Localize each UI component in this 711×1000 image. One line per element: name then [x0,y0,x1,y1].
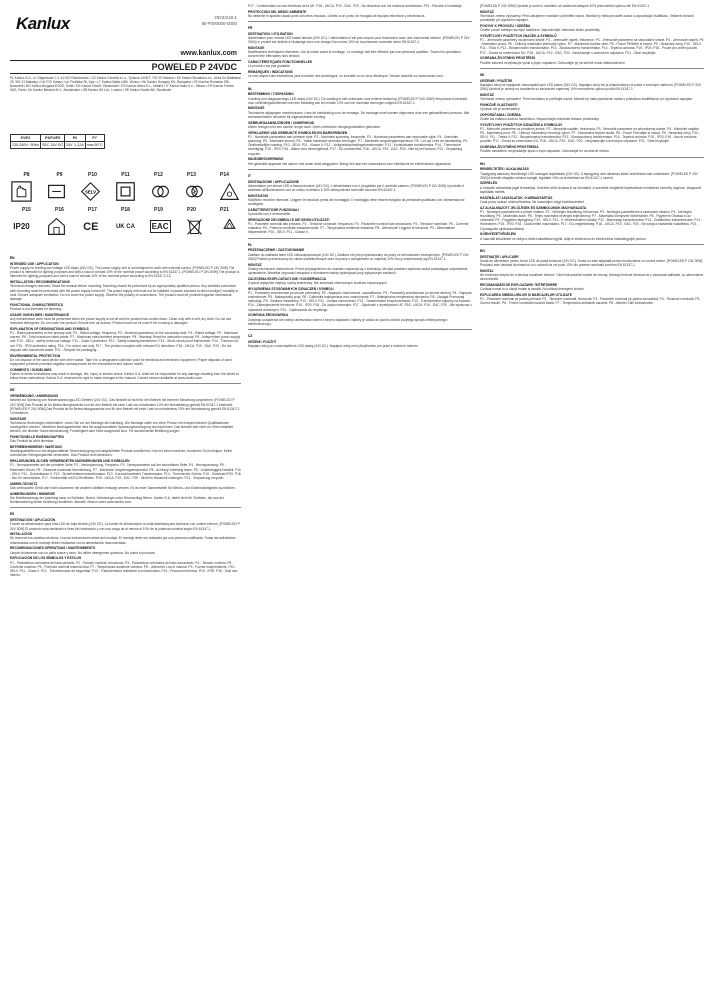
section-heading: FUNCTIONAL CHARACTERISTICS [10,302,64,307]
language-code: CZ [248,334,253,339]
language-code: DE [10,388,15,393]
language-divider [480,244,704,245]
section-paragraph: Zasilacz do zasilania taśm LED niskonapięciowych (24V DC). Zasilacz nie jest przystosowany do pracy ze sterowaniem zewnętrznym. [POWELED P 24V 30W] Produkt przeznaczony do celów oświetleniowych oraz do pracy z obciążeniem co najmniej 10% mocy znamionowej wg EN 61347-1. [248,252,469,261]
divider [10,60,241,61]
section-paragraph: Zużytego urządzenia nie należy umieszczać razem z innymi odpadami. Należy je oddać do punktu zbiórki zużytego sprzętu elektrycznego i elektronicznego. [248,317,448,326]
param-cell: max 50°C [86,143,103,147]
section-paragraph: A műszaki változtatás jogát fenntartjuk. Szerelés előtt olvassa el az útmutatót. A szerelést megfelelő képesítéssel rendelkező személy végezze, kikapcsolt tápellátás mellett. [480,185,702,194]
language-code: RO [480,248,485,253]
symbol-code: P21 [220,207,229,213]
param-cell: 24V, 1-12A [66,143,84,147]
section-paragraph: Le non-respect des instructions peut entraîner des dommages, un incendie ou un choc électrique. Version actuelle sur www.kanlux.com. [248,74,444,79]
section-heading: VERWENDUNG / ANWENDUNG [10,394,59,399]
param-cell: 230-240V~ 50Hz [12,143,40,147]
section-heading: GEBRUIKSAANWIJZINGEN / ONDERHOUD [248,120,315,125]
language-divider [480,157,704,158]
recycling-icon [218,215,241,238]
selv-label: SELV [85,189,97,195]
column-3 [480,0,704,1000]
section-heading: POKYNY K PROVOZU / ÚDRŽBA [480,23,531,28]
section-paragraph: Čistěte pouze měkkým suchým hadříkem. Nepoužívejte chemické čisticí prostředky. [480,28,601,33]
section-paragraph: P1 - Parametri nominali lato primario. P2 - Tensione nominale, frequenza. P3 - Parametri nominali lato secondario. P4 - Tensione nominale. P5 - Corrente massima. P6 - Potenza nominale massima totale. P7 - Temperatura ambiente massima. P8 - Attenzione! Leggere le istruzioni. P9 - Alimentatore indipendente. P10 - SELV. P11 - Classe II. [248,221,469,235]
symbol-code: P20 [187,207,196,213]
section-paragraph: Voeding voor laagspannings-LED-strips (24V DC). De voeding is niet ontworpen voor externe besturing. [POWELED P 24V 30W] Het product is bedoeld voor verlichtingsdoeleinden met een belasting van ten minste 10% van het nominale vermogen volgens EN 61347-1. [248,96,468,105]
column-2 [248,0,472,1000]
transformer-icon [149,180,172,203]
section-paragraph: P1 - Parámetros nominales del lado primario. P2 - Tensión nominal, frecuencia. P3 - Parámetros nominales del lado secundario. P4 - Tensión nominal. P5 - Corriente máxima. P6 - Potencia nominal máxima total. P7 - Temperatura ambiente máxima. P8 - ¡Atención! Lea el manual. P9 - Fuente independiente. P10 - SELV. P11 - Clase II. P12 - Transformador de seguridad. P13 - Transformador resistente a cortocircuitos. P14 - Protección térmica. P15 - IP20. P16 - Solo uso interior. [10,560,238,578]
section-paragraph: Curățați numai cu o cârpă moale și uscată. Nu utilizați detergenți chimici. [480,287,585,292]
eac-label: EAC [151,222,169,231]
param-header: P1/P2 [11,135,41,142]
ip20-icon [10,215,33,238]
section-heading: DESTINAZIONE / APPLICAZIONE [248,179,299,184]
section-heading: RECOMENDACIONES OPERATIVAS / MANTENIMIENTO [10,546,96,551]
section-heading: USAGE GUIDELINES / MAINTENANCE [10,312,70,317]
section-heading: SZERELÉS [480,181,498,186]
section-paragraph: Netzteil zur Speisung von Niederspannungs-LED-Streifen (24V DC). Das Netzteil ist nicht für den Betrieb mit externer Steuerung vorgesehen. [POWELED P 24V 30W] Das Produkt ist für Beleuchtungszwecke und für den Betrieb mit einer Last von mindestens 10% der Nennleistung gemäß EN 61347-1 bestimmt. [POWELED P 24V 60W] Das Produkt ist für Beleuchtungszwecke und für den Betrieb mit einer Last von mindestens 10% der Nennleistung gemäß EN 61347-2-13 bestimmt. [10,398,241,415]
param-header: P6 [65,135,86,142]
language-divider [10,507,241,508]
language-code: SK [480,72,485,77]
language-code: PL [248,242,253,247]
language-divider [480,68,704,69]
section-heading: ZALECENIA EKSPLOATACYJNE / KONSERWACJA [248,276,327,281]
section-heading: MONTAŻ [248,262,262,267]
instructions-column-1 [10,252,241,1000]
section-heading: INSTALACIÓN [10,532,32,537]
section-paragraph: Le produit n'est pas gradable. [248,64,291,69]
class-ii-icon [114,180,137,203]
power-supply-icon [45,180,68,203]
section-paragraph: Napájací zdroj na napájanie nízkonapäťových LED pásov (24V DC). Napájací zdroj nie je prispôsobený na prácu s externým riadením. [POWELED P 24V 30W] Výrobok je určený na osvetlenie so zaťažením najmenej 10% menovitého výkonu podľa EN 61347-1. [480,82,702,91]
symbol-code: P14 [220,172,229,178]
section-heading: MONTAGE [10,416,27,421]
section-heading: CARATTERISTICHE FUNZIONALI [248,207,300,212]
product-name: POWELED P 24VDC [151,62,237,72]
symbol-icons-row-2 [10,215,241,238]
language-code: HU [480,161,485,166]
symbol-code: P13 [187,172,196,178]
section-heading: OCHRANA ŽIVOTNÉHO PROSTREDIA [480,145,539,150]
section-heading: VERKLARING VAN GEBRUIKTE SYMBOLEN EN MARKERINGEN [248,130,348,135]
section-paragraph: Technische wijzigingen voorbehouden. Lees de handleiding voor de montage. De montage moet worden uitgevoerd door een gekwalificeerd persoon. Alle werkzaamheden uitvoeren bij uitgeschakelde voeding. [248,110,470,119]
section-paragraph: Čistite iba mäkkou suchou handričkou. Nepoužívajte chemické čistiace prostriedky. [480,116,600,121]
language-divider [248,21,472,22]
section-heading: DESTINAȚIE / APLICARE [480,254,519,259]
section-paragraph: Power supply for feeding low voltage LED strips (24V DC). The power supply unit is not designed to work with external control. [POWELED P 24V 30W] The product is intended for lighting purposes and with a load of at least 10% of the nominal power according to EN 61347-1. [POWELED P 24V 60W] The product is intended for lighting purposes and with a load of at least 10% of the nominal power according to EN 61347-2-13. [10,265,240,279]
section-paragraph: P1 - Nominale parameters aan primaire zijde. P2 - Nominale spanning, frequentie. P3 - Nominale parameters aan secundaire zijde. P4 - Nominale spanning. P5 - Maximale stroom. P6 - Totaal maximaal nominaal vermogen. P7 - Maximale omgevingstemperatuur. P8 - Let op! Lees de handleiding. P9 - Onafhankelijke voeding. P10 - SELV. P11 - Klasse II. P12 - Veiligheidsscheidingstransformator. P13 - Kortsluitvaste transformator. P14 - Thermische beveiliging. P15 - IP20. P16 - Alleen voor binnengebruik. P17 - EU-conformiteit. P18 - UKCA. P19 - EAC. P20 - Niet bij het huisvuil. P21 - Verpakking recyclen. [248,134,470,156]
section-heading: RECOMANDĂRI DE EXPLOATARE / ÎNTREȚINERE [480,282,558,287]
symbol-codes-row-2 [10,207,241,213]
instructions-column-3 [480,4,704,1000]
section-paragraph: P1 - Jmenovité parametry na primární straně. P2 - Jmenovité napětí, frekvence. P3 - Jmenovité parametry na sekundární straně. P4 - Jmenovité napětí. P5 - Maximální proud. P6 - Celkový maximální jmenovitý výkon. P7 - Maximální teplota okolí. P8 - Pozor! Přečtěte si návod. P9 - Nezávislý zdroj. P10 - SELV. P11 - Třída II. P12 - Bezpečnostní transformátor. P13 - Zkratuvzdorný transformátor. P14 - Tepelná ochrana. P15 - IP20. P16 - Pouze pro vnitřní použití. P17 - Shoda se směrnicemi EU. P18 - UKCA. P19 - EAC. P20 - Nevyhazujte s domovním odpadem. P21 - Obal recyklujte. [480,38,704,55]
section-paragraph: Ne rezervăm dreptul de a efectua modificări tehnice. Citiți instrucțiunile înainte de montaj. Montajul trebuie efectuat de o persoană calificată, cu alimentarea deconectată. [480,272,704,282]
symbol-icons-row-1 [10,180,241,203]
section-heading: URČENÍ / POUŽITÍ [248,339,276,344]
section-paragraph: Failure to follow instructions may result in damage, fire, injury or electric shock. Kanlux S.A. shall not be responsible for any damage resulting from the failure to follow these instructions. Kanlux S.A. reserves the right to make changes to the manual. Current version available at www.kanlux.com. [10,371,240,381]
language-code: FR [248,26,253,31]
column-1 [10,0,241,1000]
param-header: P7 [85,135,104,142]
section-paragraph: Alimentatore per strisce LED a bassa tensione (24V DC). L'alimentatore non è progettato per il controllo esterno. [POWELED P 24V 30W] Il prodotto è destinato all'illuminazione con un carico di almeno il 10% della potenza nominale secondo EN 61347-1. [248,183,465,192]
section-heading: RENDELTETÉS / ALKALMAZÁS [480,167,529,172]
ukca-mark-icon [114,215,137,238]
parameter-table [10,134,105,149]
section-heading: OCHRANA ŽIVOTNÍHO PROSTŘEDÍ [480,56,535,61]
symbol-code: P8 [23,172,30,178]
section-paragraph: P1 - Parametri nominali pe partea primară. P2 - Tensiune nominală, frecvență. P3 - Parametri nominali pe partea secundară. P4 - Tensiune nominală. P5 - Curent maxim. P6 - Putere nominală maximă totală. P7 - Temperatura ambiantă maximă. P8 - Atenție! Citiți instrucțiunile. [480,296,702,306]
language-divider [10,383,241,384]
thermal-cutout-icon [218,180,241,203]
section-paragraph: Limpie únicamente con un paño suave y seco. No utilice detergentes químicos. No cubra el producto. [10,550,156,555]
short-circuit-icon [183,180,206,203]
section-paragraph: Das verbrauchte Gerät darf nicht zusammen mit anderen Abfällen entsorgt werden. Es ist einer Sammelstelle für Elektro- und Elektronikaltgeräte zuzuführen. [10,486,236,490]
section-heading: ANMERKUNGEN / HINWEISE [10,491,55,496]
document-number-line: IB-P000000-0000 [201,20,237,26]
section-heading: UMWELTSCHUTZ [10,481,38,486]
section-paragraph: Tápegység alacsony feszültségű LED szalagok táplálására (24V DC). A tápegység nem alkalmas külső vezérléssel való működésre. [POWELED P 24V 30W] A termék világítási célokra szolgál, legalább 10%-os terheléssel az EN 61347-1 szerint. [480,171,698,180]
section-paragraph: A használt készüléket ne dobja a többi hulladékkal együtt. Adja le elektromos és elektronikus hulladékgyűjtő ponton. [480,236,647,241]
hand-warning-icon [10,180,33,203]
section-heading: INTENDED USE / APPLICATION [10,261,59,266]
address-block: PL Kanlux S.A., ul. Objazdowa 1-3, 41-922 Radzionków • CZ Kanlux Czechia s.r.o., Tyršova 1426/7, 702 00 Ostrava • SK Kanlux Slovakia s.r.o., Ulica Ku Bratislave 25, 901 01 Malacky • UA TOV Kanlux, vul. Podilska 28, Kyiv • LT Kanlux Baltic UAB, Vilnius • HU Kanlux Hungary Kft., Budapest • RO Kanlux Romania SRL, Bucuresti • BG Kanlux Bulgaria EOOD, Sofia • DE Kanlux GmbH, Düsseldorf • ES Kanlux Iberia S.L., Madrid • IT Kanlux Italia S.r.l., Milano • FR Kanlux France SAS, Paris • NL Kanlux Benelux B.V., Amsterdam • GB Kanlux UK Ltd., London • SE Kanlux Nordic AB, Stockholm [10,76,241,93]
section-paragraph: P1 - Parametry znamionowe po stronie pierwotnej. P2 - Napięcie znamionowe, częstotliwość. P3 - Parametry znamionowe po stronie wtórnej. P4 - Napięcie znamionowe. P5 - Maksymalny prąd. P6 - Całkowita maksymalna moc znamionowa. P7 - Maksymalna temperatura otoczenia. P8 - Uwaga! Przeczytaj instrukcję. P9 - Zasilacz niezależny. P10 - SELV. P11 - II klasa ochronności. P12 - Transformator bezpieczeństwa. P13 - Transformator odporny na zwarcie. P14 - Zabezpieczenie termiczne. P15 - IP20. P16 - Do użytku wewnątrz. P17 - Zgodność z dyrektywami UE. P18 - UKCA. P19 - EAC. P20 - Nie wyrzucać z odpadami domowymi. P21 - Opakowanie do recyklingu. [248,290,472,312]
language-divider [248,169,472,170]
section-heading: BESTEMMING / TOEPASSING [248,92,294,97]
section-paragraph: P1 - Névleges paraméterek a primer oldalon. P2 - Névleges feszültség, frekvencia. P3 - Névleges paraméterek a szekunder oldalon. P4 - Névleges feszültség. P5 - Maximális áram. P6 - Teljes maximális névleges teljesítmény. P7 - Maximális környezeti hőmérséklet. P8 - Figyelem! Olvassa el az útmutatót. P9 - Független tápegység. P10 - SELV. P11 - II. érintésvédelmi osztály. P12 - Biztonsági transzformátor. P13 - Zárlatbiztos transzformátor. P14 - Hővédelem. P15 - IP20. P16 - Csak beltéri használatra. P17 - EU-megfelelőség. P18 - UKCA. P19 - EAC. P20 - Ne dobja a háztartási hulladékba. P21 - Csomagolás újrahasznosítása. [480,209,703,231]
section-heading: FUNKTIONELLE EIGENSCHAFTEN [10,435,64,440]
section-paragraph: P1 - Menovité parametre na primárnej strane. P2 - Menovité napätie, frekvencia. P3 - Menovité parametre na sekundárnej strane. P4 - Menovité napätie. P5 - Maximálny prúd. P6 - Celkový maximálny menovitý výkon. P7 - Maximálna teplota okolia. P8 - Pozor! Prečítajte si návod. P9 - Nezávislý zdroj. P10 - SELV. P11 - Trieda II. P12 - Bezpečnostný transformátor. P13 - Skratuvzdorný transformátor. P14 - Tepelná ochrana. P15 - IP20. P16 - Iba na vnútorné použitie. P17 - Zhoda so smernicami EÚ. P18 - UKCA. P19 - EAC. P20 - Nevyhadzujte s domovým odpadom. P21 - Obal recyklujte. [480,126,701,144]
section-paragraph: Modifiche tecniche riservate. Leggere le istruzioni prima del montaggio. Il montaggio deve essere eseguito da personale qualificato con l'alimentazione scollegata. [248,197,465,207]
section-paragraph: P17 - Conformidad con las directivas de la UE. P18 - UKCA. P19 - EAC. P20 - No desechar con los residuos domésticos. P21 - Reciclar el embalaje. [248,4,463,8]
indoor-use-icon [45,215,68,238]
symbol-codes-row-1 [10,172,241,178]
section-heading: OCHRONA ŚRODOWISKA [248,313,289,318]
section-heading: ERKLÄRUNGEN ZU DEN VERWENDETEN MARKIERUNGEN UND SYMBOLEN [10,459,130,464]
language-code: EN [10,256,15,260]
section-paragraph: Fuente de alimentación para tiras LED de baja tensión (24V DC). La fuente de alimentación no está diseñada para funcionar con control externo. [POWELED P 24V 30W] El producto está destinado a fines de iluminación y con una carga de al menos el 10% de la potencia nominal según EN 61347-1. [10,522,240,531]
section-heading: MONTAGE [248,106,265,111]
section-paragraph: Napájecí zdroj pro nízkonapěťové LED pásky (24V DC). Napájecí zdroj není přizpůsoben pro práci s externím řízením. [248,344,419,348]
symbol-code: P9 [56,172,63,178]
section-paragraph: Použité zařízení nevyhazujte spolu s jiným odpadem. Odevzdejte jej na sběrné místo elektrozařízení. [480,60,626,65]
section-paragraph: Se reservan los cambios técnicos. Lea las instrucciones antes del montaje. El montaje debe ser realizado por una persona cualificada. Todas las actividades relacionadas con el montaje deben realizarse con la alimentación desconectada. [10,536,236,545]
section-paragraph: Das Produkt ist nicht dimmbar. [10,439,55,444]
ukca-label: UK CA [115,223,135,230]
symbol-code: P19 [154,207,163,213]
section-heading: KÖRNYEZETVÉDELEM [480,232,516,237]
section-heading: MILIEUBESCHERMING [248,157,284,162]
section-paragraph: Het gebruikte apparaat niet samen met ander afval weggooien. Breng het naar een inzamelpunt voor elektrische en elektronische apparatuur. [248,161,452,166]
section-paragraph: Technical changes reserved. Read the manual before mounting. Mounting should be performed by an appropriately qualified person. Any activities connected with mounting must be performed with the power supply turned off. The power supply unit must not be installed in places exposed to direct sunlight, humidity or heat. Ensure adequate ventilation. Do not cover the power supply. Observe the polarity of connections. The product must be protected against mechanical damage. [10,284,239,301]
section-paragraph: Product is not intended for dimming. [10,306,63,311]
section-paragraph: Výrobok nie je stmievateľný. [480,106,521,111]
symbol-code: P11 [121,172,130,178]
document-number [202,15,237,27]
section-heading: INSTALLATION / RECOMMENDATIONS [10,280,70,285]
section-paragraph: Wartungsarbeiten nur bei abgeschalteter Stromversorgung und abgekühltem Produkt durchführen. Nur mit einem weichen, trockenen Tuch reinigen. Keine chemischen Reinigungsmittel verwenden. Das Produkt nicht abdecken. [10,449,233,458]
section-paragraph: P1 - Nennparameter auf der primären Seite. P2 - Nennspannung, Frequenz. P3 - Nennparameter auf der sekundären Seite. P4 - Nennspannung. P5 - Maximaler Strom. P6 - Gesamte maximale Nennleistung. P7 - Maximale Umgebungstemperatur. P8 - Achtung! Anleitung lesen. P9 - Unabhängiges Netzteil. P10 - SELV. P11 - Schutzklasse II. P12 - Sicherheitstrenntransformator. P13 - Kurzschlussfester Transformator. P14 - Thermischer Schutz. P15 - Schutzart IP20. P16 - Nur für Innenräume. P17 - Konformität mit EU-Richtlinien. P18 - UKCA. P19 - EAC. P20 - Nicht im Hausmüll entsorgen. P21 - Verpackung recyceln. [10,463,241,481]
section-heading: REMARQUES / INDICATIONS [248,70,293,75]
kanlux-logo: Kanlux [16,14,70,33]
section-paragraph: Technické zmeny vyhradené. Pred montážou si prečítajte návod. Montáž by mala vykonávať osoba s príslušnou kvalifikáciou pri vypnutom napájaní. [480,96,694,101]
param-header: P3/P4/P5 [41,135,65,142]
ip20-label: IP20 [13,222,30,231]
language-divider [248,238,472,239]
section-heading: ODPORÚČANIA / ÚDRŽBA [480,112,521,117]
section-heading: CARACTÉRISTIQUES FONCTIONNELLES [248,60,313,65]
symbol-code: P17 [88,207,97,213]
language-code: NL [248,86,253,91]
symbol-code: P18 [121,207,130,213]
section-paragraph: Any maintenance work must be performed when the power supply is cut off and the product has cooled down. Clean only with a soft, dry cloth. Do not use chemical detergents. Do not cover the product. Ensure free air access. Product must not be used if the housing is damaged. [10,316,232,326]
section-paragraph: Použité zariadenie nevyhadzujte spolu s iným odpadom. Odovzdajte ho na zberné miesto. [480,149,610,154]
section-paragraph: Die Nichtbeachtung der Anleitung kann zu Schäden, Brand, Verletzungen oder Stromschlag führen. Kanlux S.A. haftet nicht für Schäden, die aus der Nichtbeachtung dieser Anleitung resultieren. Aktuelle Version unter www.kanlux.com. [10,495,224,505]
selv-icon [79,180,102,203]
section-paragraph: Alleen reinigen met een zachte, droge doek. Geen chemische reinigingsmiddelen gebruiken. [248,124,381,129]
section-paragraph: Alimentation pour rubans LED basse tension (24V DC). L'alimentation n'est pas conçue pour fonctionner avec une commande externe. [POWELED P 24V 30W] Le produit est destiné à l'éclairage avec une charge d'au moins 10% de la puissance nominale selon EN 61347-1. [248,36,470,45]
section-heading: SPIEGAZIONE DEI SIMBOLI E DEI SEGNI UTILIZZATI [248,217,330,222]
language-divider [248,329,472,330]
section-heading: DESTINATION / UTILISATION [248,31,293,36]
section-paragraph: Technische Änderungen vorbehalten. Lesen Sie vor der Montage die Anleitung. Die Montage sollte von einer Person mit entsprechenden Qualifikationen durchgeführt werden. Sämtliche Montagearbeiten sind bei ausgeschalteter Spannungsversorgung durchzuführen. Das Netzteil darf nicht an Orten installiert werden, die direkter Sonneneinstrahlung, Feuchtigkeit oder Hitze ausgesetzt sind. Für ausreichende Belüftung sorgen. [10,420,234,434]
section-heading: BETRIEBSHINWEISE / WARTUNG [10,445,63,450]
symbol-code: P12 [154,172,163,178]
section-heading: EXPLANATION OF DESIGNATIONS AND SYMBOLS [10,326,89,331]
section-heading: EXPLICACIÓN DE LOS SÍMBOLOS Y ESTILOS [10,556,82,561]
section-paragraph: No deseche el aparato usado junto con otros residuos. Llévelo a un punto de recogida de equipos eléctricos y electrónicos. [248,13,426,18]
section-heading: PROTECCIÓN DEL MEDIO AMBIENTE [248,9,307,14]
section-paragraph: Do not dispose of the used device with other waste. Take it to a designated collection point for electrical and electronic equipment. Proper disposal of used equipment prevents potential negative consequences for the environment and human health. [10,357,232,367]
section-paragraph: [POWELED P 24V 30W] Výrobek je určen k osvětlení se zatížením alespoň 10% jmenovitého výkonu dle EN 61347-1. [480,4,651,8]
website-url[interactable]: www.kanlux.com [180,50,237,57]
symbol-code: P16 [55,207,64,213]
symbol-code: P15 [22,207,31,213]
ce-label: CE [83,220,99,233]
section-heading: WYJAŚNIENIA STOSOWANYCH OZNACZEŃ I SYMBOLI [248,286,334,291]
section-heading: MONTAGGIO [248,193,269,198]
language-divider [248,82,472,83]
section-paragraph: Zmiany techniczne zastrzeżone. Przed przystąpieniem do montażu zapoznaj się z instrukcją. Montaż powinien wykonać osoba posiadająca odpowiednie uprawnienia. Wszelkie czynności związane z montażem należy wykonywać przy wyłączonym zasilaniu. [248,266,468,275]
section-paragraph: Czyścić wyłącznie miękką, suchą ściereczką. Nie stosować chemicznych środków czyszczących. [248,280,388,285]
symbol-code: P10 [88,172,97,178]
section-heading: MONTÁŽ [480,92,494,97]
section-heading: MONTAJ [480,268,494,273]
instructions-column-2 [248,4,472,1000]
section-heading: COMMENTS / GUIDELINES [10,367,52,372]
divider [10,73,241,74]
section-paragraph: Technické změny vyhrazeny. Před zahájením montáže si přečtěte návod. Montáž by měla provádět osoba s odpovídající kvalifikací. Veškeré činnosti provádějte při vypnutém napájení. [480,13,694,23]
waste-bin-icon [183,215,206,238]
document-number-line: 29233/18-1 [214,15,237,20]
section-heading: DESTINACIÓN / APLICACIÓN [10,518,56,523]
section-paragraph: Csak puha, száraz ruhával tisztítsa. Ne használjon vegyi tisztítószereket. [480,199,585,204]
section-heading: PRZEZNACZENIE / ZASTOSOWANIE [248,248,305,253]
section-heading: ENVIRONMENTAL PROTECTION [10,353,61,358]
section-heading: VYSVETLIVKY POUŽITÝCH OZNAČENÍ A SYMBOLOV [480,122,563,127]
param-cell: SEC 24V DC [42,143,64,147]
section-heading: VYSVĚTLIVKY POUŽITÝCH ZNAČEK A SYMBOLŮ [480,33,557,38]
section-heading: AZ ALKALMAZOTT JELÖLÉSEK ÉS SZIMBÓLUMOK MAGYARÁZATA [480,205,587,210]
language-code: IT [248,173,251,178]
section-heading: EXPLICAREA SIMBOLURILOR ȘI MARCAJELOR UTILIZATE [480,292,572,297]
section-paragraph: Il prodotto non è dimmerabile. [248,212,291,217]
language-code: ES [10,512,15,517]
section-heading: MONTÁŽ [480,9,494,14]
section-heading: FUNKČNÉ VLASTNOSTI [480,102,518,107]
section-paragraph: P1 - Rated parameters on the primary side. P2 - Rated voltage, frequency. P3 - Nominal parameters on the secondary side. P4 - Rated voltage. P5 - Maximum current. P6 - Total maximum rated power. P7 - Maximum rated ambient temperature. P8 - Warning! Read the instruction manual. P9 - Independent power supply unit. P10 - SELV - safety extra low voltage. P11 - Class II protection. P12 - Safety isolating transformer. P13 - Short-circuit proof transformer. P14 - Thermal cut-out. P15 - IP20 protection rating. P16 - For indoor use only. P17 - The product complies with relevant EU directives. P18 - UKCA. P19 - EAC. P20 - Do not dispose with household waste. P21 - Recycle the packaging. [10,331,241,352]
section-paragraph: Modifications techniques réservées. Lire la notice avant le montage. Le montage doit être effectué par une personne qualifiée. Toutes les opérations doivent être effectuées hors tension. [248,50,461,59]
section-heading: URČENIE / POUŽITIE [480,78,513,83]
section-paragraph: Sursă de alimentare pentru benzi LED de joasă tensiune (24V DC). Sursa nu este adaptată pentru funcționarea cu control extern. [POWELED P 24V 30W] Produsul este destinat iluminatului cu o sarcină de cel puțin 10% din puterea nominală conform EN 61347-1. [480,258,703,267]
eac-mark-icon [149,215,172,238]
ce-mark-icon [79,215,102,238]
section-heading: HASZNÁLATI JAVASLATOK / KARBANTARTÁS [480,195,553,200]
section-heading: MONTAGE [248,46,265,51]
